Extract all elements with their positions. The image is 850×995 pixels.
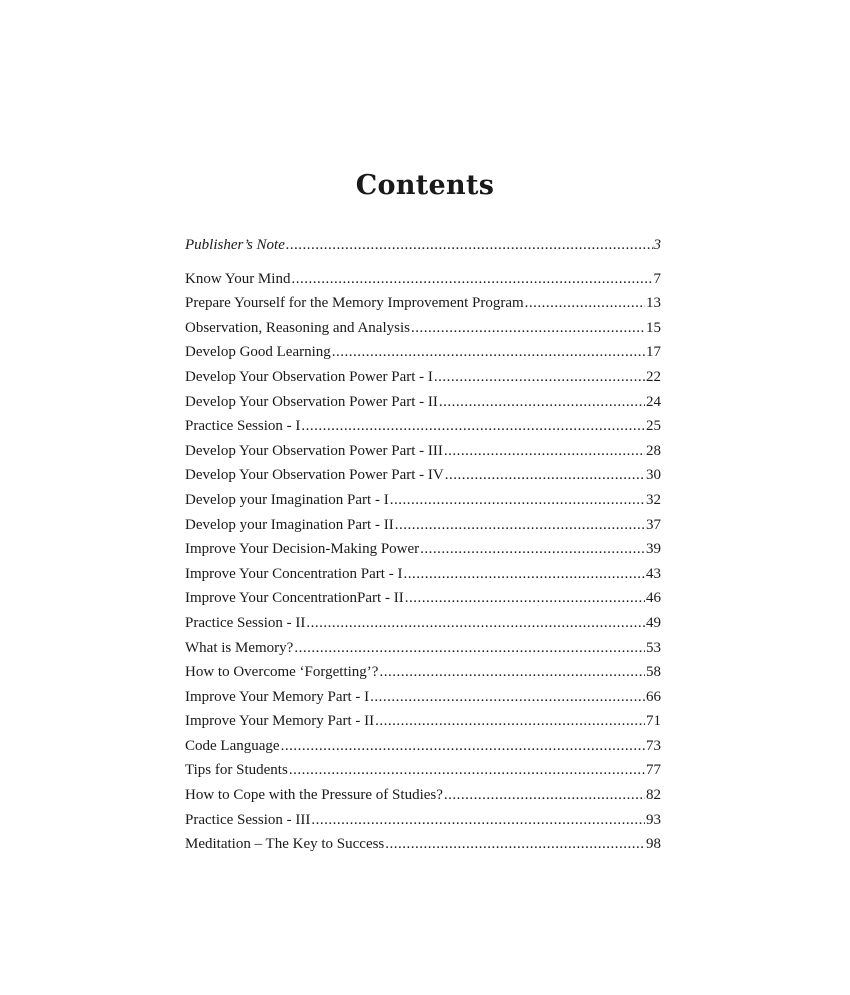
toc-entry-page-number: 17 <box>646 344 661 361</box>
dot-leader <box>420 541 645 558</box>
toc-entry-title: Develop your Imagination Part - I <box>185 491 389 508</box>
toc-entry-title: Improve Your Memory Part - I <box>185 688 370 705</box>
toc-entry-title: Improve Your Memory Part - II <box>185 713 375 730</box>
dot-leader <box>411 320 645 337</box>
toc-entry-title: Improve Your Concentration Part - I <box>185 565 403 582</box>
toc-entry[interactable] <box>185 640 661 665</box>
toc-entry-title: Practice Session - III <box>185 811 311 828</box>
toc-entry-page-number: 13 <box>646 295 661 312</box>
toc-entry-page-number: 71 <box>646 713 661 730</box>
toc-entry[interactable] <box>185 812 661 837</box>
dot-leader <box>390 492 645 509</box>
toc-entry-title: Practice Session - II <box>185 614 306 631</box>
toc-entry[interactable] <box>185 590 661 615</box>
toc-entry-page-number: 32 <box>646 491 661 508</box>
toc-entry-page-number: 39 <box>646 541 661 558</box>
toc-entry-page-number: 77 <box>646 762 661 779</box>
toc-entry-title: What is Memory? <box>185 639 294 656</box>
toc-entry-title: Develop Your Observation Power Part - I <box>185 368 433 385</box>
dot-leader <box>301 418 645 435</box>
toc-entry-page-number: 7 <box>653 270 661 287</box>
toc-entry[interactable] <box>185 566 661 591</box>
dot-leader <box>370 689 645 706</box>
toc-entry[interactable] <box>185 418 661 443</box>
dot-leader <box>434 369 645 386</box>
dot-leader <box>385 836 645 853</box>
toc-entry-title: Improve Your Decision-Making Power <box>185 541 420 558</box>
toc-entry[interactable] <box>185 394 661 419</box>
toc-entry-page-number: 82 <box>646 787 661 804</box>
dot-leader <box>294 640 645 657</box>
toc-entry-title: How to Overcome ‘Forgetting’? <box>185 664 379 681</box>
toc-entry-page-number: 15 <box>646 319 661 336</box>
dot-leader <box>289 762 645 779</box>
toc-entry-page-number: 43 <box>646 565 661 582</box>
toc-entry-page-number: 53 <box>646 639 661 656</box>
dot-leader <box>332 344 645 361</box>
toc-entry-title: Meditation – The Key to Success <box>185 836 385 853</box>
toc-entry[interactable] <box>185 836 661 861</box>
toc-entry-page-number: 25 <box>646 418 661 435</box>
toc-entry-title: Practice Session - I <box>185 418 301 435</box>
toc-entry[interactable] <box>185 295 661 320</box>
toc-entry-title: Develop Your Observation Power Part - II <box>185 393 438 410</box>
toc-entry-title: Develop your Imagination Part - II <box>185 516 394 533</box>
toc-entry-page-number: 46 <box>646 590 661 607</box>
toc-entry[interactable] <box>185 738 661 763</box>
dot-leader <box>445 467 645 484</box>
page-title: Contents <box>355 170 495 201</box>
toc-entry[interactable] <box>185 271 661 296</box>
toc-entry-title: Publisher’s Note <box>185 237 285 253</box>
toc-entry-page-number: 30 <box>646 467 661 484</box>
toc-entry[interactable] <box>185 492 661 517</box>
toc-entry[interactable] <box>185 467 661 492</box>
toc-entry-publishers-note[interactable] <box>185 237 661 262</box>
dot-leader <box>525 295 645 312</box>
toc-entry-page-number: 3 <box>653 237 661 253</box>
toc-entry[interactable] <box>185 664 661 689</box>
dot-leader <box>286 237 653 254</box>
toc-entry-title: Develop Good Learning <box>185 344 331 361</box>
dot-leader <box>311 812 645 829</box>
toc-entry-page-number: 24 <box>646 393 661 410</box>
toc-entry-title: Observation, Reasoning and Analysis <box>185 319 410 336</box>
toc-entry[interactable] <box>185 320 661 345</box>
dot-leader <box>379 664 645 681</box>
toc-entry[interactable] <box>185 443 661 468</box>
dot-leader <box>306 615 645 632</box>
toc-entry[interactable] <box>185 369 661 394</box>
dot-leader <box>403 566 645 583</box>
toc-entry-page-number: 22 <box>646 368 661 385</box>
dot-leader <box>405 590 645 607</box>
toc-entry-title: Prepare Yourself for the Memory Improvement Program <box>185 295 524 312</box>
toc-entry-title: Develop Your Observation Power Part - IV <box>185 467 444 484</box>
dot-leader <box>375 713 645 730</box>
toc-entry[interactable] <box>185 762 661 787</box>
toc-entry-title: How to Cope with the Pressure of Studies? <box>185 787 443 804</box>
toc-entry-page-number: 93 <box>646 811 661 828</box>
dot-leader <box>439 394 645 411</box>
toc-entry[interactable] <box>185 344 661 369</box>
toc-entry-page-number: 98 <box>646 836 661 853</box>
toc-entry-title: Know Your Mind <box>185 270 291 287</box>
dot-leader <box>444 443 645 460</box>
toc-entry[interactable] <box>185 517 661 542</box>
table-of-contents <box>185 237 661 861</box>
toc-entry-page-number: 28 <box>646 442 661 459</box>
toc-entry[interactable] <box>185 787 661 812</box>
toc-entry-title: Code Language <box>185 737 280 754</box>
dot-leader <box>444 787 645 804</box>
toc-entry-title: Tips for Students <box>185 762 288 779</box>
toc-entry-page-number: 37 <box>646 516 661 533</box>
toc-entry-page-number: 58 <box>646 664 661 681</box>
toc-entry[interactable] <box>185 713 661 738</box>
dot-leader <box>281 738 645 755</box>
toc-entry[interactable] <box>185 689 661 714</box>
toc-entry-title: Improve Your ConcentrationPart - II <box>185 590 404 607</box>
dot-leader <box>395 517 645 534</box>
dot-leader <box>291 271 652 288</box>
toc-entry[interactable] <box>185 541 661 566</box>
toc-entry-page-number: 73 <box>646 737 661 754</box>
toc-entry-page-number: 49 <box>646 614 661 631</box>
toc-entry[interactable] <box>185 615 661 640</box>
toc-entry-page-number: 66 <box>646 688 661 705</box>
toc-entry-title: Develop Your Observation Power Part - III <box>185 442 443 459</box>
